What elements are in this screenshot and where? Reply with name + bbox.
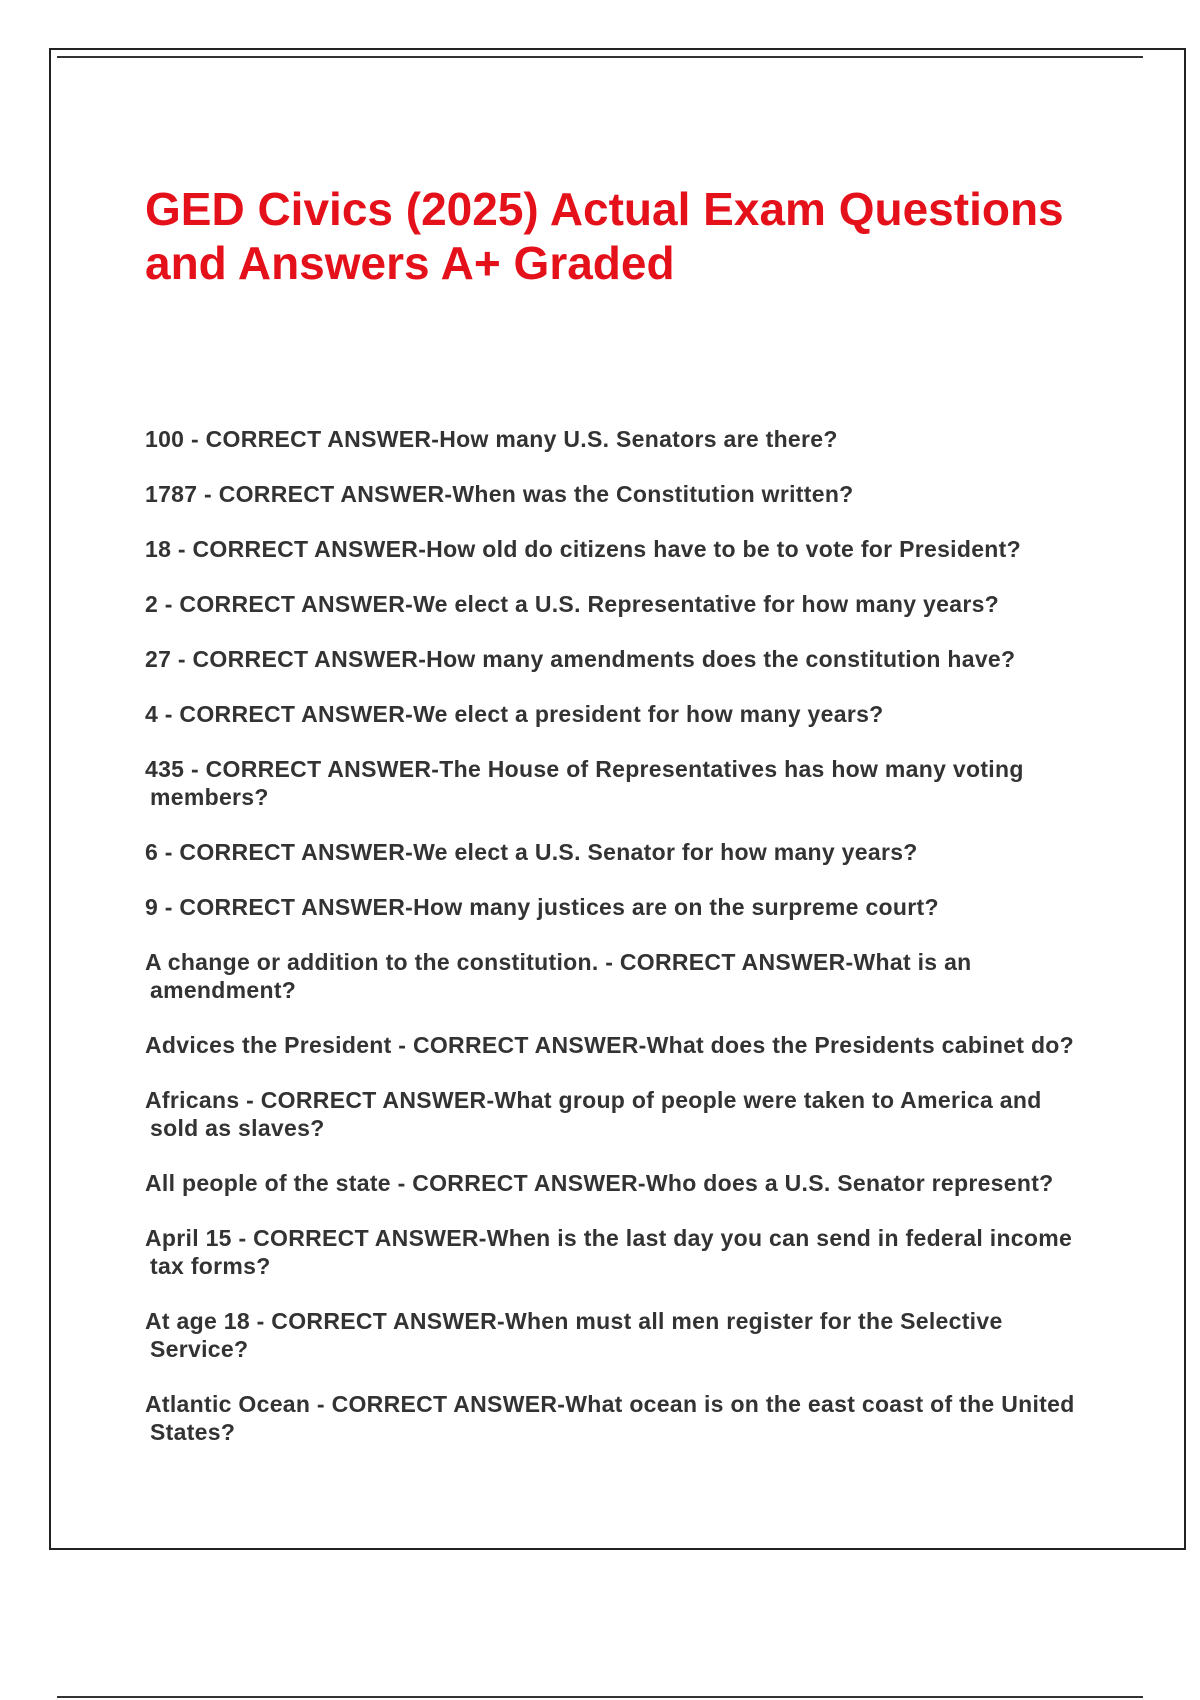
qa-item: All people of the state - CORRECT ANSWER-Who does a U.S. Senator represent? (145, 1170, 1054, 1196)
qa-item: 435 - CORRECT ANSWER-The House of Representatives has how many voting members? (145, 756, 1024, 810)
qa-item: 9 - CORRECT ANSWER-How many justices are on the surpreme court? (145, 894, 939, 920)
qa-item: 100 - CORRECT ANSWER-How many U.S. Senators are there? (145, 426, 838, 452)
qa-item: 1787 - CORRECT ANSWER-When was the Constitution written? (145, 481, 854, 507)
qa-item: Africans - CORRECT ANSWER-What group of people were taken to America and sold as slaves? (145, 1087, 1042, 1141)
qa-item: 18 - CORRECT ANSWER-How old do citizens have to be to vote for President? (145, 536, 1021, 562)
qa-item: A change or addition to the constitution. - CORRECT ANSWER-What is an amendment? (145, 949, 972, 1003)
qa-item: At age 18 - CORRECT ANSWER-When must all men register for the Selective Service? (145, 1308, 1003, 1362)
document-title: GED Civics (2025) Actual Exam Questions and Answers A+ Graded (145, 183, 1064, 289)
qa-item: 27 - CORRECT ANSWER-How many amendments does the constitution have? (145, 646, 1016, 672)
qa-item: 2 - CORRECT ANSWER-We elect a U.S. Representative for how many years? (145, 591, 1000, 617)
bottom-divider (57, 1696, 1143, 1698)
qa-item: April 15 - CORRECT ANSWER-When is the last day you can send in federal income tax forms? (145, 1225, 1073, 1279)
qa-item: Advices the President - CORRECT ANSWER-What does the Presidents cabinet do? (145, 1032, 1075, 1058)
top-divider (57, 56, 1143, 58)
qa-list (145, 425, 1090, 1473)
qa-item: 6 - CORRECT ANSWER-We elect a U.S. Senator for how many years? (145, 839, 918, 865)
qa-item: 4 - CORRECT ANSWER-We elect a president for how many years? (145, 701, 884, 727)
qa-item: Atlantic Ocean - CORRECT ANSWER-What ocean is on the east coast of the United States? (145, 1391, 1075, 1445)
